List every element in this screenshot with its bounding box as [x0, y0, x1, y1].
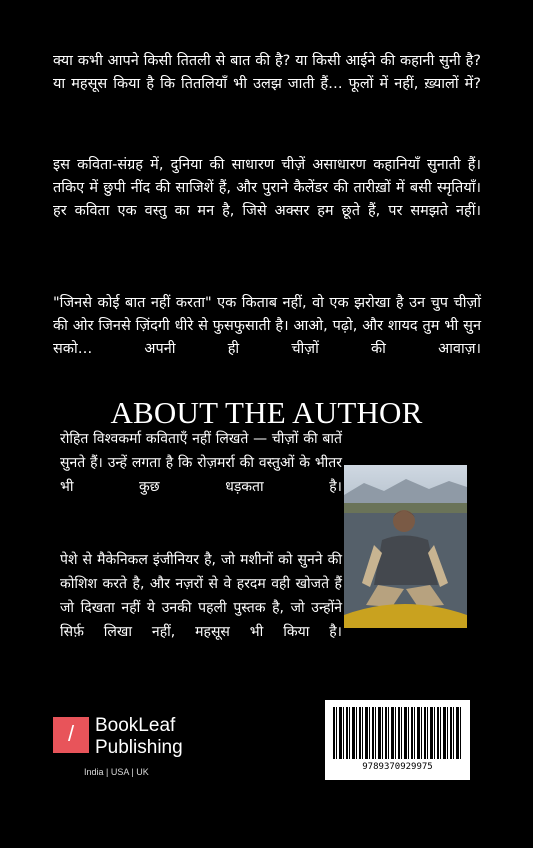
- isbn-barcode: [325, 700, 470, 780]
- logo-slash-glyph: /: [67, 721, 75, 746]
- blurb-paragraph-2: इस कविता-संग्रह में, दुनिया की साधारण चीज़ें असाधारण कहानियाँ सुनाती हैं। तकिए में छुपी नींद की साजिशें हैं, और पुराने कैलेंडर की तारीख़ों में बसी स्मृतियाँ। हर कविता एक वस्तु का मन है, जिसे अक्सर हम छूते हैं, पर समझते नहीं।: [53, 157, 481, 219]
- publisher-name-line-1: BookLeaf: [95, 715, 176, 736]
- publisher-name-line-2: Publishing: [95, 737, 183, 758]
- bookleaf-logo-icon: [53, 717, 89, 753]
- blurb-paragraph-1: क्या कभी आपने किसी तितली से बात की है? या किसी आईने की कहानी सुनी है? या महसूस किया है कि तितलियाँ भी उलझ जाती हैं… फूलों में नहीं, ख़्यालों में?: [53, 53, 481, 92]
- isbn-number: 9789370929975: [362, 762, 433, 772]
- author-bio-paragraph-1: रोहित विश्वकर्मा कविताएँ नहीं लिखते — चीज़ों की बातें सुनते हैं। उन्हें लगता है कि रोज़मर्रा की वस्तुओं के भीतर भी कुछ धड़कता है।: [60, 431, 342, 495]
- about-author-heading: ABOUT THE AUTHOR: [110, 395, 423, 430]
- blurb-paragraph-3: "जिनसे कोई बात नहीं करता" एक किताब नहीं, वो एक झरोखा है उन चुप चीज़ों की ओर जिनसे ज़िंदगी धीरे से फुसफुसाती है। आओ, पढ़ो, और शायद तुम भी सुन सको… अपनी ही चीज़ों की आवाज़।: [53, 295, 481, 357]
- barcode-bars: [333, 707, 462, 759]
- publisher-regions: India | USA | UK: [84, 767, 149, 777]
- author-bio-paragraph-2: पेशे से मैकेनिकल इंजीनियर है, जो मशीनों को सुनने की कोशिश करते है, और नज़रों से वे हरदम वही खोजते हैं जो दिखता नहीं ये उनकी पहली पुस्तक है, जो उन्होंने सिर्फ़ लिखा नहीं, महसूस भी किया है।: [60, 552, 342, 640]
- author-photo: [344, 465, 467, 628]
